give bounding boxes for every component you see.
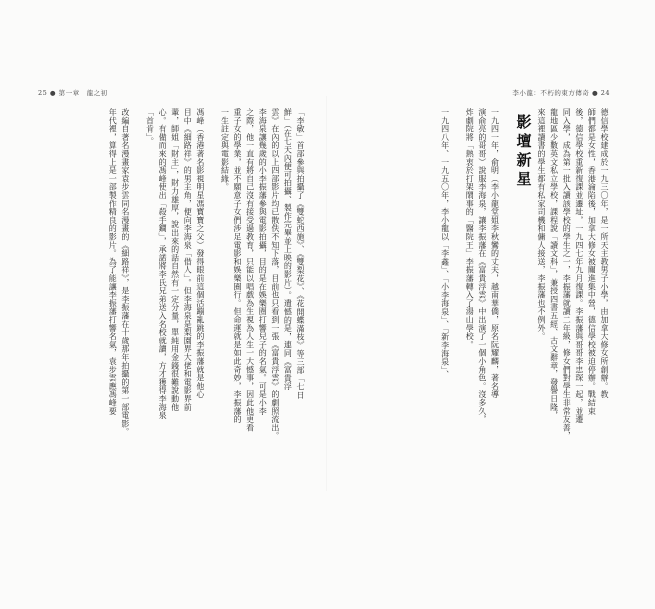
paragraph-spacer	[131, 108, 143, 488]
right-text-columns	[438, 108, 610, 488]
text-column: 李海泉讓幾歲的小李振藩參與電影拍攝，目的是在娛樂圈打響兒子的名氣。可是小李	[258, 108, 268, 416]
text-column: 雲》在內的以上四部影片均已散佚不知下落，目前也只看到一張《富貴浮雲》的劇照流出。	[270, 108, 280, 440]
text-column: 年代裡，算得上是一部製作精良的影片。為了能讓李振藩打響名氣，袁步雲應馮峰要	[108, 108, 118, 416]
text-column: 一生註定與電影結緣。	[220, 108, 230, 191]
text-column: 同入學，成為第一批入讀該學校的學生之一，李振藩就讀二年級，修女們對學生非常友善，	[562, 108, 572, 440]
text-column: 馮峰（香港著名影視明星馮寶寶之父）發得眼前這個活蹦亂跳的李振藩就是他心	[195, 108, 205, 399]
text-column: 後，德信學校重新復課並遷址，一九四七年九月復課。李振藩與哥哥李忠琛一起，並遷	[574, 108, 584, 424]
text-column: 改編自著名漫畫家袁步雲同名漫畫的《細路祥》，是李振藩在十歲那年拍攝的第一部電影。	[120, 108, 130, 436]
text-column: 炸劇院將「熱衷於打架鬧事的「醫院王」李振藩轉入了湯山學校。	[465, 108, 475, 349]
text-column: 德信學校建成於一九三〇年，是一所天主教男子小學，由加拿大修女所創辦。教	[600, 108, 609, 399]
section-heading: 影壇新星	[514, 114, 533, 190]
text-column: 之際，他一直有將自己沒有接受過教育，只能以唱戲為生視為人生一大憾事，因此他更看	[245, 108, 255, 432]
text-column: 鮮」（在七天內便可拍攝、製作完畢並上映的影片）。遺憾的是，連同《富貴浮	[283, 108, 293, 391]
left-page	[38, 89, 306, 491]
text-column: 演俞亮的哥哥）說服李海泉，讓李振藩在《富貴浮雲》中出演了一個小角色。沒多久，	[477, 108, 487, 424]
text-column: 「首肯」。	[145, 108, 155, 146]
paragraph-spacer	[206, 108, 218, 488]
text-column: 「李敏」首部參與拍攝了《雙蛇西施》、《雙梨花》、《花開蝶滿枝》等三部「七日	[296, 108, 305, 400]
left-text-columns	[106, 108, 306, 488]
text-column: 心。有備而來的馮峰使出「殺手鐧」，承諾將李氏兄弟送入名校就讀，方才獲得李海泉	[158, 108, 168, 420]
right-page	[350, 89, 610, 491]
text-column: 重子女的學業，並不願意子女們涉足電影和娛樂圈行。但命運就是如此奇妙，李振藩的	[233, 108, 243, 424]
text-column: 目中《細路祥》的男主角，便向李海泉「借人」。但李海泉是梨園界大佬和電影界前	[183, 108, 193, 412]
text-column: 龍地區少數英文私立學校，課程說「讀文科」，兼授四書五經、古文辭章，發譽日隆，	[549, 108, 559, 420]
paragraph-spacer	[451, 108, 463, 488]
book-gutter	[326, 96, 327, 491]
left-running-head: 25 ● 第一章 龍之初	[38, 89, 108, 97]
right-running-head: 李小龍：不朽的東方傳奇 ● 24	[512, 89, 610, 97]
text-column: 師們都是女性，香港淪陷後，加拿大修女被關進集中營，德信學校被迫停辦。戰結束	[587, 108, 597, 416]
text-column: 一九四一年，俞明（李小龍堂姐李秋鸞的丈夫，越南華僑，原名阮耀麟，著名導	[490, 108, 500, 399]
text-column: 一九四八年、一九五〇年，李小龍以「李鑫」、「小李海泉」、「新李海泉」、	[440, 108, 450, 379]
text-column: 輩，師姐「財主」，財力雄厚，說出來的話自然有一定分量，單純用金錢很難說動他	[170, 108, 180, 412]
text-column: 來這裡讀書的學生都有私家司機和傭人接送，李振藩也不例外。	[537, 108, 547, 341]
